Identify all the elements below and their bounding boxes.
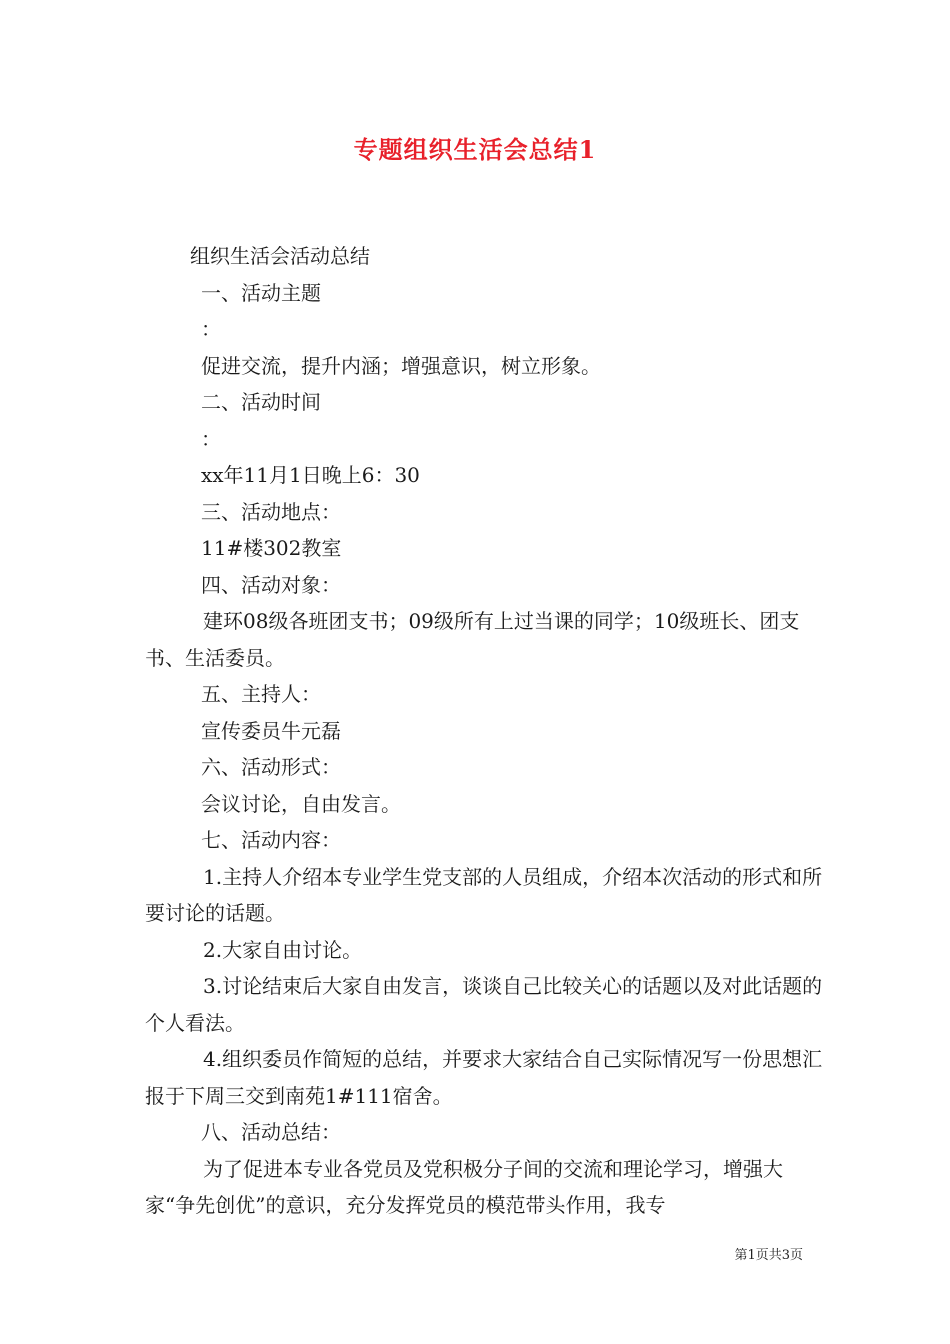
paragraph-content-3: 3.讨论结束后大家自由发言，谈谈自己比较关心的话题以及对此话题的个人看法。 — [145, 974, 823, 1035]
section-heading-host: 五、主持人： — [201, 682, 321, 706]
paragraph-format: 会议讨论，自由发言。 — [201, 791, 401, 816]
paragraph-audience: 建环08级各班团支书；09级所有上过当课的同学；10级班长、团支书、生活委员。 — [145, 609, 800, 670]
paragraph-theme: 促进交流，提升内涵；增强意识，树立形象。 — [201, 353, 601, 378]
section-heading-audience: 四、活动对象： — [201, 572, 341, 597]
section-heading-summary: 八、活动总结： — [201, 1120, 341, 1144]
section-heading-theme: 一、活动主题 — [201, 280, 321, 305]
paragraph-content-1: 1.主持人介绍本专业学生党支部的人员组成，介绍本次活动的形式和所要讨论的话题。 — [145, 864, 823, 925]
paragraph-colon: ： — [201, 317, 221, 341]
paragraph-host: 宣传委员牛元磊 — [201, 718, 341, 743]
section-heading-time: 二、活动时间 — [201, 390, 321, 414]
page-number: 第1页共3页 — [734, 1248, 803, 1263]
paragraph-location: 11#楼302教室 — [201, 536, 342, 560]
paragraph-summary: 为了促进本专业各党员及党积极分子间的交流和理论学习，增强大家“争先创优”的意识，充分发挥党员的模范带头作用，我专 — [145, 1156, 783, 1217]
paragraph-time: xx年11月1日晚上6：30 — [201, 463, 420, 487]
paragraph-heading: 组织生活会活动总结 — [190, 244, 370, 268]
paragraph-content-4: 4.组织委员作简短的总结，并要求大家结合自己实际情况写一份思想汇报于下周三交到南苑1#111宿舍。 — [145, 1047, 823, 1108]
section-heading-content: 七、活动内容： — [201, 828, 341, 852]
paragraph-colon: ： — [201, 426, 221, 451]
document-body — [145, 238, 825, 1224]
section-heading-format: 六、活动形式： — [201, 755, 341, 779]
document-title: 专题组织生活会总结1 — [353, 135, 597, 164]
section-heading-location: 三、活动地点： — [201, 499, 341, 524]
paragraph-content-2: 2.大家自由讨论。 — [203, 937, 363, 962]
